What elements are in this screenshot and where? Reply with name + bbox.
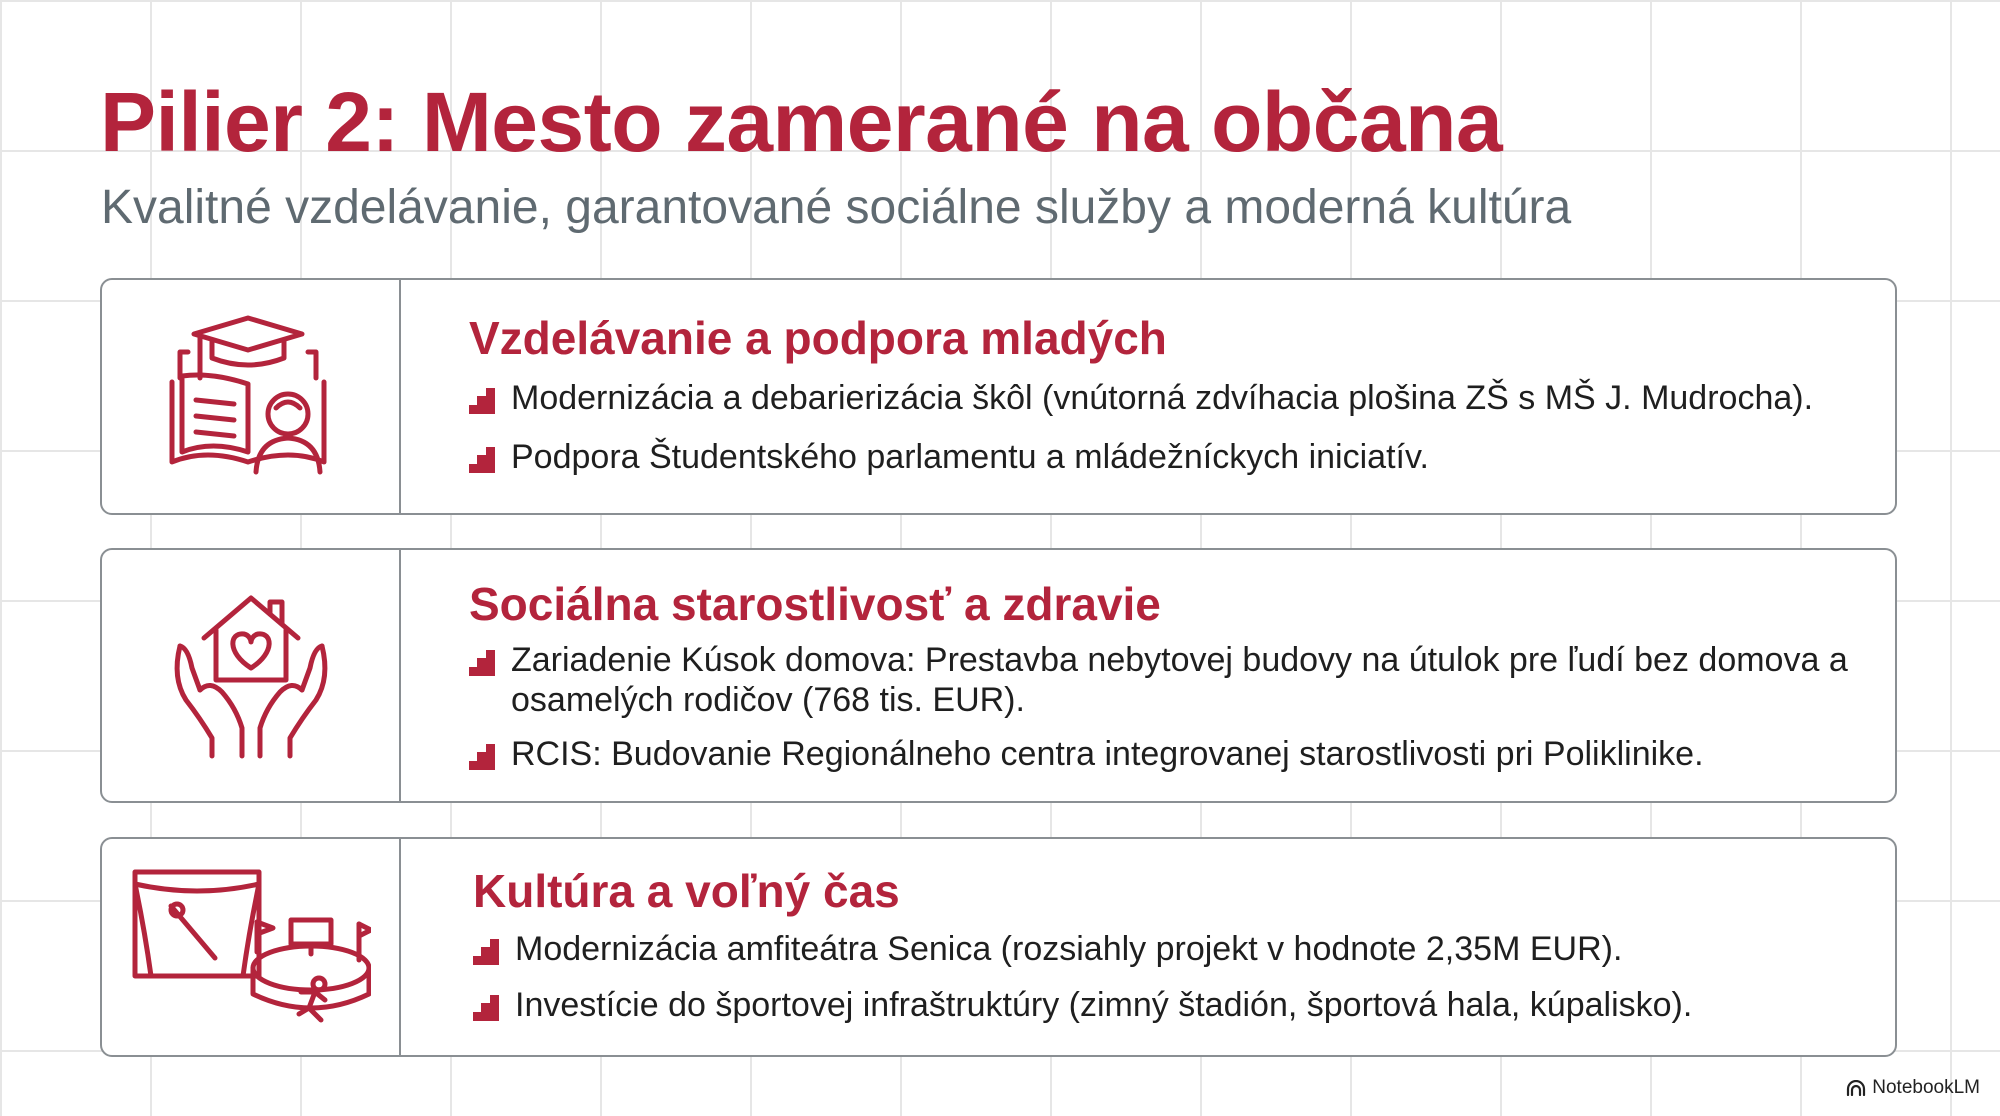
section-card-culture-leisure	[100, 837, 1897, 1057]
page-subtitle: Kvalitné vzdelávanie, garantované sociálne služby a moderná kultúra	[101, 181, 1572, 234]
notebooklm-logo-icon	[1846, 1080, 1866, 1096]
bullet-text: Zariadenie Kúsok domova: Prestavba nebytovej budovy na útulok pre ľudí bez domova a osamelých rodičov (768 tis. EUR).	[511, 641, 1848, 719]
graduation-book-student-icon	[166, 312, 336, 482]
bullet-text: Podpora Študentského parlamentu a mládežníckych iniciatív.	[511, 438, 1429, 476]
pixel-stairs-bullet-icon	[473, 939, 499, 965]
pixel-stairs-bullet-icon	[469, 650, 495, 676]
section-content	[401, 839, 1895, 1055]
pixel-stairs-bullet-icon	[469, 447, 495, 473]
section-card-education	[100, 278, 1897, 515]
bullet-list	[473, 929, 1875, 1025]
section-content	[401, 280, 1895, 513]
bullet-item	[469, 437, 1875, 477]
section-title: Kultúra a voľný čas	[473, 865, 900, 917]
section-icon-cell	[102, 550, 401, 801]
bullet-item	[473, 985, 1875, 1025]
brand-watermark	[1846, 1076, 1980, 1100]
pixel-stairs-bullet-icon	[469, 744, 495, 770]
section-title: Sociálna starostlivosť a zdravie	[469, 578, 1161, 630]
bullet-item	[469, 734, 1875, 774]
bullet-text: Modernizácia amfiteátra Senica (rozsiahly projekt v hodnote 2,35M EUR).	[515, 930, 1623, 968]
pixel-stairs-bullet-icon	[469, 388, 495, 414]
section-icon-cell	[102, 839, 401, 1055]
section-title: Vzdelávanie a podpora mladých	[469, 312, 1167, 364]
bullet-text: Modernizácia a debarierizácia škôl (vnútorná zdvíhacia plošina ZŠ s MŠ J. Mudrocha).	[511, 379, 1814, 417]
pixel-stairs-bullet-icon	[473, 995, 499, 1021]
bullet-list	[469, 378, 1875, 477]
hands-house-heart-icon	[166, 588, 336, 763]
bullet-text: RCIS: Budovanie Regionálneho centra integrovanej starostlivosti pri Poliklinike.	[511, 735, 1704, 773]
bullet-list	[469, 640, 1875, 774]
bullet-item	[469, 378, 1875, 418]
section-icon-cell	[102, 280, 401, 513]
bullet-item	[473, 929, 1875, 969]
bullet-item	[469, 640, 1875, 720]
section-card-social-care	[100, 548, 1897, 803]
theater-stadium-runner-icon	[131, 862, 371, 1032]
page-title: Pilier 2: Mesto zamerané na občana	[100, 75, 1503, 169]
bullet-text: Investície do športovej infraštruktúry (zimný štadión, športová hala, kúpalisko).	[515, 986, 1693, 1024]
section-content	[401, 550, 1895, 801]
brand-name: NotebookLM	[1872, 1077, 1980, 1098]
